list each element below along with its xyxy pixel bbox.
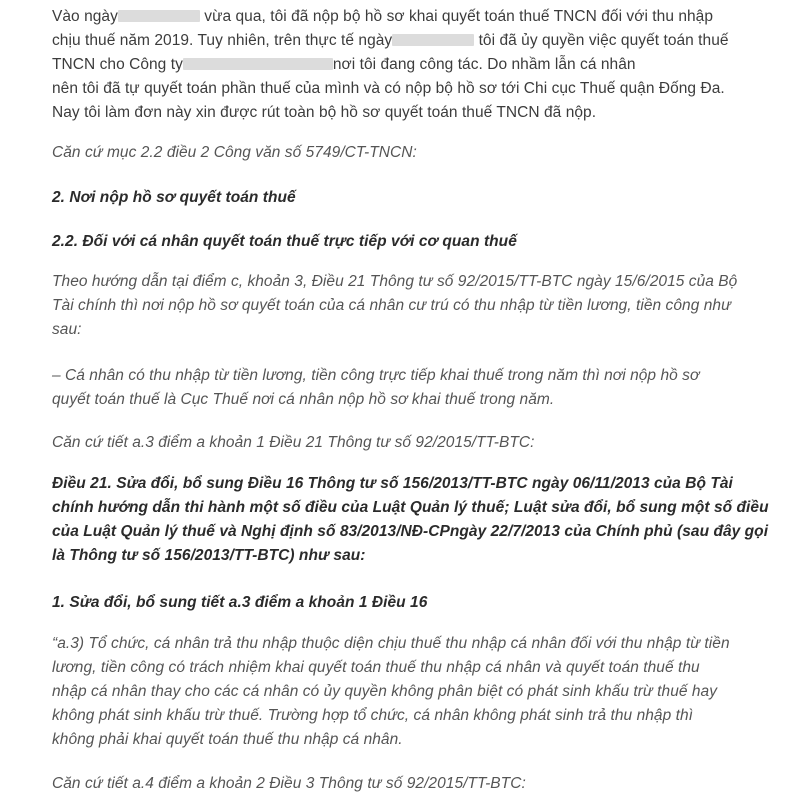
- quote-line: không phải khai quyết toán thuế thu nhập cá nhân.: [52, 731, 403, 748]
- article-line: của Luật Quản lý thuế và Nghị định số 83/2013/NĐ-CPngày 22/7/2013 của Chính phủ (sau đây gọi: [52, 523, 769, 540]
- redacted-date: [118, 10, 200, 22]
- article-line: là Thông tư số 156/2013/TT-BTC) như sau:: [52, 547, 366, 564]
- basis-line: Căn cứ mục 2.2 điều 2 Công văn số 5749/CT-TNCN:: [52, 144, 417, 161]
- redacted-date: [392, 34, 474, 46]
- basis-line: Căn cứ tiết a.3 điểm a khoản 1 Điều 21 Thông tư số 92/2015/TT-BTC:: [52, 434, 535, 451]
- guide-line: Theo hướng dẫn tại điểm c, khoản 3, Điều 21 Thông tư số 92/2015/TT-BTC ngày 15/6/2015 của Bộ: [52, 273, 738, 290]
- intro-text: Nay tôi làm đơn này xin được rút toàn bộ hồ sơ quyết toán thuế TNCN đã nộp.: [52, 104, 597, 121]
- redacted-company: [183, 58, 333, 70]
- intro-text: chịu thuế năm 2019. Tuy nhiên, trên thực tế ngày: [52, 32, 393, 49]
- intro-text: nơi tôi đang công tác. Do nhầm lẫn cá nhân: [332, 56, 636, 73]
- intro-text: nên tôi đã tự quyết toán phần thuế của mình và có nộp bộ hồ sơ tới Chi cục Thuế quận Đống Đa.: [52, 80, 725, 97]
- guide-line: Tài chính thì nơi nộp hồ sơ quyết toán của cá nhân cư trú có thu nhập từ tiền lương, tiền công như: [52, 297, 731, 314]
- article-line: Điều 21. Sửa đổi, bổ sung Điều 16 Thông tư số 156/2013/TT-BTC ngày 06/11/2013 của Bộ Tài: [52, 475, 733, 492]
- intro-text: tôi đã ủy quyền việc quyết toán thuế: [474, 32, 729, 49]
- guide-paragraph: [52, 270, 737, 342]
- article-line: chính hướng dẫn thi hành một số điều của Luật Quản lý thuế; Luật sửa đổi, bổ sung một số điều: [52, 499, 769, 516]
- intro-text: TNCN cho Công ty: [52, 56, 183, 73]
- bullet-line: – Cá nhân có thu nhập từ tiền lương, tiền công trực tiếp khai thuế trong năm thì nơi nộp hồ sơ: [52, 367, 700, 384]
- intro-paragraph: [52, 5, 729, 125]
- quote-line: “a.3) Tổ chức, cá nhân trả thu nhập thuộc diện chịu thuế thu nhập cá nhân đối với thu nhập từ tiền: [52, 635, 730, 652]
- bullet-line: quyết toán thuế là Cục Thuế nơi cá nhân nộp hồ sơ khai thuế trong năm.: [52, 391, 555, 408]
- bullet-paragraph: [52, 364, 699, 412]
- quote-paragraph: [52, 632, 730, 752]
- section-heading: 2. Nơi nộp hồ sơ quyết toán thuế: [52, 189, 296, 206]
- basis-line: Căn cứ tiết a.4 điểm a khoản 2 Điều 3 Thông tư số 92/2015/TT-BTC:: [52, 775, 526, 792]
- section-heading: 2.2. Đối với cá nhân quyết toán thuế trực tiếp với cơ quan thuế: [52, 233, 517, 250]
- quote-line: không phát sinh khấu trừ thuế. Trường hợp tổ chức, cá nhân không phát sinh trả thu nhập thì: [52, 707, 694, 724]
- quote-line: nhập cá nhân thay cho các cá nhân có ủy quyền không phân biệt có phát sinh khấu trừ thuế hay: [52, 683, 718, 700]
- article-paragraph: [52, 472, 769, 568]
- guide-line: sau:: [52, 321, 82, 338]
- intro-text: Vào ngày: [52, 8, 118, 25]
- intro-text: vừa qua, tôi đã nộp bộ hồ sơ khai quyết toán thuế TNCN đối với thu nhập: [199, 8, 714, 25]
- quote-line: lương, tiền công có trách nhiệm khai quyết toán thuế thu nhập cá nhân và quyết toán thuế thu: [52, 659, 700, 676]
- section-heading: 1. Sửa đổi, bổ sung tiết a.3 điểm a khoản 1 Điều 16: [52, 594, 428, 611]
